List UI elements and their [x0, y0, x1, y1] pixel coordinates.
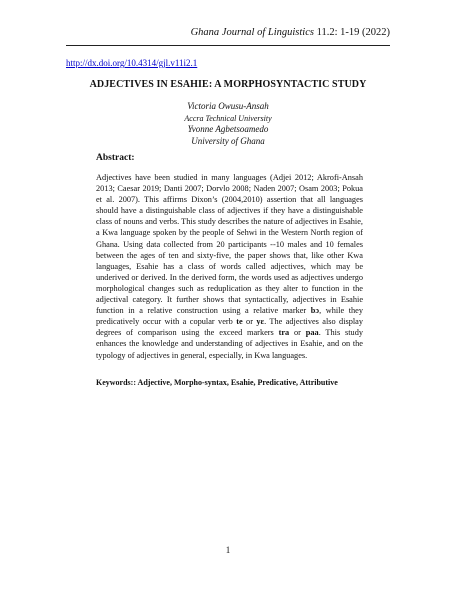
- abstract-text: or: [289, 328, 306, 338]
- page-number: 1: [225, 545, 231, 555]
- abstract-text: Adjectives have been studied in many languages (Adjei 2012; Akrofi-Ansah 2013; Caesar 2019; Danti 2007; Dorvlo 2008; Naden 2007; Osam 2003; Pokua et al. 2007). This affirms Dixon’s (2004,2010) assertion that all languages should have a distinguishable class of adjectives if they have a distinguishable class of nouns and verbs. This study describes the nature of adjectives in Esahie, a Kwa language spoken by the people of Sehwi in the Western North region of Ghana. Using data collected from 20 participants --10 males and 10 females between the ages of ten and sixty-five, the paper shows that, like other Kwa languages, Esahie has a class of words called adjectives, which may be underived or derived. In the derived form, the words used as adjectives undergo morphological changes such as reduplication as they alter to function in the adjectival category. It further shows that syntactically, adjectives in Esahie function in a relative construction using a relative marker: [96, 173, 363, 316]
- copula-marker: te: [236, 317, 243, 327]
- abstract-body: [96, 172, 363, 361]
- abstract-text: . This study enhances the knowledge and understanding of adjectives in Esahie, and on the typology of adjectives in general, especially, in Kwa languages.: [96, 328, 363, 360]
- abstract-text: , while they predicatively occur with a copular verb: [96, 306, 363, 327]
- abstract-heading: Abstract:: [96, 153, 135, 163]
- author-name: Yvonne Agbetsoamedo: [187, 124, 269, 134]
- journal-name: Ghana Journal of Linguistics: [190, 27, 314, 38]
- copula-marker: yɛ: [256, 317, 265, 327]
- exceed-marker: paa: [305, 328, 319, 338]
- author-name: Victoria Owusu-Ansah: [187, 101, 269, 111]
- abstract-text: . The adjectives also display degrees of comparison using the exceed markers: [96, 317, 364, 338]
- author-block: [0, 101, 456, 147]
- journal-issue: 11.2: 1-19 (2022): [313, 27, 390, 38]
- author-affiliation: Accra Technical University: [184, 113, 272, 123]
- abstract-text: or: [242, 317, 257, 327]
- doi-link[interactable]: http://dx.doi.org/10.4314/gjl.v11i2.1: [66, 58, 198, 68]
- author-affiliation: University of Ghana: [191, 135, 265, 146]
- paper-title: ADJECTIVES IN ESAHIE: A MORPHOSYNTACTIC STUDY: [89, 79, 367, 90]
- header-rule: [66, 45, 390, 46]
- relative-marker: bɔ: [310, 306, 320, 316]
- keywords: Keywords:: Adjective, Morpho-syntax, Esahie, Predicative, Attributive: [96, 378, 338, 387]
- exceed-marker: tra: [278, 328, 290, 338]
- running-header: [191, 27, 390, 38]
